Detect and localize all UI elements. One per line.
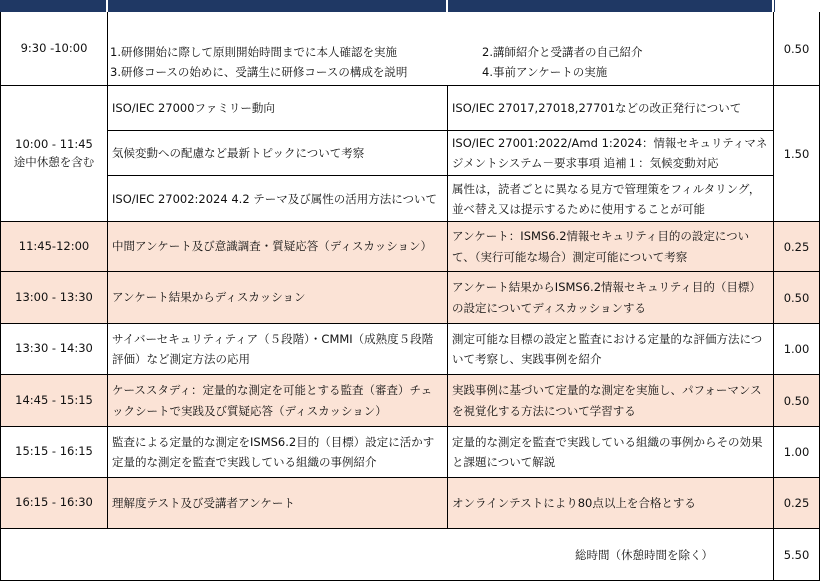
time-cell: 11:45-12:00 [0,222,107,271]
topic-cell: 理解度テスト及び受講者アンケート [107,478,447,528]
intro-left-list [110,42,407,82]
header-divider [772,0,774,12]
table-row [0,375,820,427]
hours-cell: 0.25 [773,222,820,271]
time-cell: 9:30 -10:00 [0,12,107,85]
time-cell: 14:45 - 15:15 [0,375,107,426]
hours-cell: 0.50 [773,375,820,426]
detail-cell: オンラインテストにより80点以上を合格とする [447,478,773,528]
sub-row [107,131,773,176]
detail-cell: 実践事例に基づいて定量的な測定を実施し、パフォーマンスを視覚化する方法について学習する [447,375,773,426]
table-row-intro [0,12,820,86]
detail-cell: 属性は，読者ごとに異なる見方で管理策をフィルタリング，並べ替え又は提示するために使用することが可能 [447,176,773,222]
table-header [0,0,775,12]
intro-item-1: 1.研修開始に際して原則開始時間までに本人確認を実施 [110,45,397,59]
total-label: 総時間（休憩時間を除く） [575,547,713,562]
detail-cell: アンケート結果からISMS6.2情報セキュリティ目的（目標）の設定についてディスカッションする [447,272,773,323]
total-hours-cell: 5.50 [773,529,820,580]
hours-cell: 1.00 [773,324,820,374]
topic-cell: ケーススタディ：定量的な測定を可能とする監査（審査）チェックシートで実践及び質疑応答（ディスカッション） [107,375,447,426]
sub-row [107,176,773,222]
intro-right-list [482,42,642,82]
intro-item-4: 4.事前アンケートの実施 [482,65,608,79]
intro-item-3: 3.研修コースの始めに、受講生に研修コースの構成を説明 [110,65,408,79]
topic-cell: アンケート結果からディスカッション [107,272,447,323]
sub-row [107,86,773,131]
time-range: 10:00 - 11:45 [15,136,93,151]
time-cell: 15:15 - 16:15 [0,427,107,477]
time-note: 途中休憩を含む [13,154,95,169]
total-label-cell [0,529,773,580]
table-row-total [0,529,820,581]
time-cell: 13:30 - 14:30 [0,324,107,374]
time-cell [0,86,107,221]
hours-cell: 0.50 [773,12,820,85]
header-divider [446,0,448,12]
table-row [0,222,820,272]
topic-cell: 気候変動への配慮など最新トピックについて考察 [107,131,447,175]
header-divider [106,0,108,12]
detail-cell: アンケート：ISMS6.2情報セキュリティ目的の設定について、（実行可能な場合）測定可能について考察 [447,222,773,271]
topic-cell: 中間アンケート及び意識調査・質疑応答（ディスカッション） [107,222,447,271]
table-row [0,272,820,324]
topic-cell: ISO/IEC 27000ファミリー動向 [107,86,447,130]
table-row [0,427,820,478]
hours-cell: 0.50 [773,272,820,323]
detail-cell: 測定可能な目標の設定と監査における定量的な評価方法について考察し、実践事例を紹介 [447,324,773,374]
detail-cell: ISO/IEC 27001:2022/Amd 1:2024：情報セキュリティマネジメントシステム－要求事項 追補１：気候変動対応 [447,131,773,175]
time-cell: 13:00 - 13:30 [0,272,107,323]
table-row [0,324,820,375]
time-cell: 16:15 - 16:30 [0,478,107,528]
topic-cell: サイバーセキュリティティア（５段階）・CMMI（成熟度５段階評価）など測定方法の応用 [107,324,447,374]
detail-cell: ISO/IEC 27017,27018,27701などの改正発行について [447,86,773,130]
hours-cell: 0.25 [773,478,820,528]
topic-cell: 監査による定量的な測定をISMS6.2目的（目標）設定に活かす 定量的な測定を監査で実践している組織の事例紹介 [107,427,447,477]
hours-cell: 1.50 [773,86,820,221]
hours-cell: 1.00 [773,427,820,477]
topic-cell: ISO/IEC 27002:2024 4.2 テーマ及び属性の活用方法について [107,176,447,222]
table-row [0,478,820,529]
intro-item-2: 2.講師紹介と受講者の自己紹介 [482,45,643,59]
table-row-block [0,86,820,222]
detail-cell: 定量的な測定を監査で実践している組織の事例からその効果と課題について解説 [447,427,773,477]
